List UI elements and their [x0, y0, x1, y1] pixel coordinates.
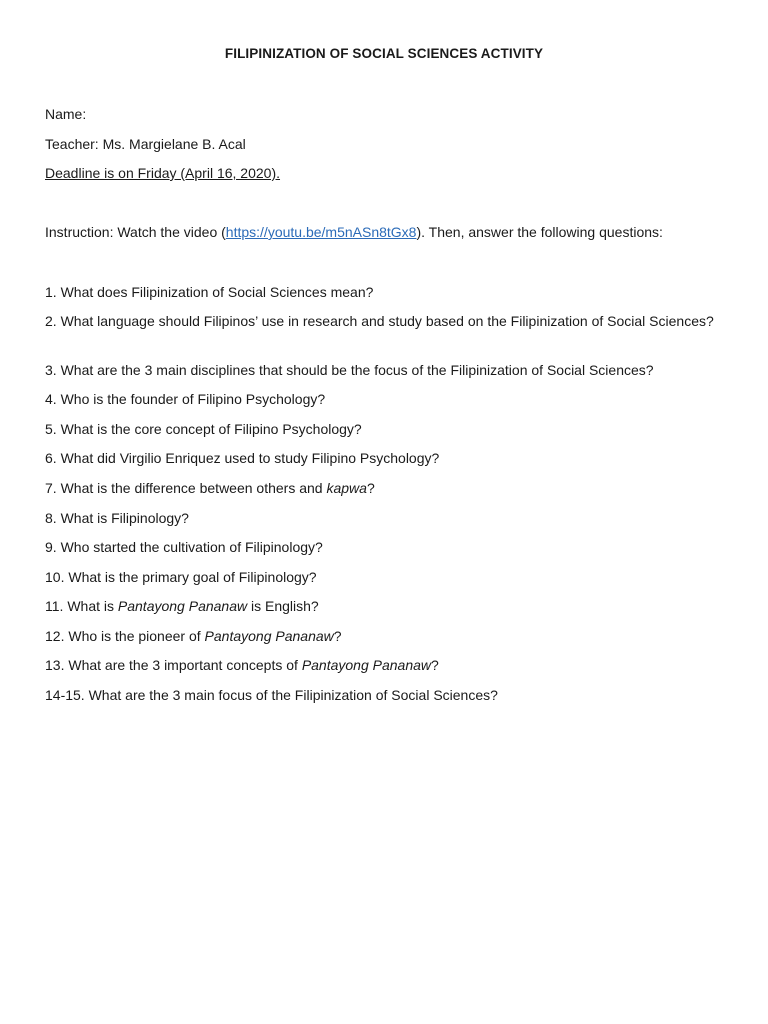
question-2: 2. What language should Filipinos’ use in research and study based on the Filipinization of Social Sciences?: [45, 313, 714, 329]
name-label: Name:: [45, 106, 87, 122]
deadline-line: [45, 164, 722, 183]
video-link[interactable]: https://youtu.be/m5nASn8tGx8: [225, 224, 417, 240]
instruction-prefix: Instruction: Watch the video (: [45, 224, 226, 240]
question-13-text: 13. What are the 3 important concepts of: [45, 657, 302, 673]
question-13-term: Pantayong Pananaw: [301, 657, 432, 673]
question-3: 3. What are the 3 main disciplines that should be the focus of the Filipinization of Social Sciences?: [45, 362, 654, 378]
question-7-end: ?: [366, 480, 375, 496]
question-12-text: 12. Who is the pioneer of: [45, 628, 205, 644]
question-8: 8. What is Filipinology?: [45, 510, 189, 526]
question-7-text: 7. What is the difference between others and: [45, 480, 327, 496]
question-11-end: is English?: [247, 598, 319, 614]
question-11-text: 11. What is: [45, 598, 118, 614]
document-title: FILIPINIZATION OF SOCIAL SCIENCES ACTIVITY: [224, 46, 544, 61]
question-12-term: Pantayong Pananaw: [204, 628, 334, 644]
question-9: 9. Who started the cultivation of Filipinology?: [45, 539, 323, 555]
question-5: 5. What is the core concept of Filipino Psychology?: [45, 421, 362, 437]
question-1: 1. What does Filipinization of Social Sciences mean?: [45, 284, 374, 300]
question-10: 10. What is the primary goal of Filipinology?: [45, 569, 317, 585]
question-14-15: 14-15. What are the 3 main focus of the Filipinization of Social Sciences?: [45, 687, 498, 703]
question-7-term: kapwa: [326, 480, 367, 496]
question-12: [45, 627, 722, 646]
question-13: [45, 656, 722, 675]
deadline-text: Deadline is on Friday (April 16, 2020).: [45, 165, 281, 181]
question-4: 4. Who is the founder of Filipino Psychology?: [45, 391, 326, 407]
question-6: 6. What did Virgilio Enriquez used to study Filipino Psychology?: [45, 450, 440, 466]
question-11: [45, 597, 722, 616]
question-13-end: ?: [431, 657, 439, 673]
question-7: [45, 479, 722, 498]
question-12-end: ?: [333, 628, 342, 644]
teacher-line: Teacher: Ms. Margielane B. Acal: [45, 136, 246, 152]
question-11-term: Pantayong Pananaw: [117, 598, 248, 614]
instruction-line: [45, 223, 722, 242]
instruction-suffix: ). Then, answer the following questions:: [416, 224, 663, 240]
